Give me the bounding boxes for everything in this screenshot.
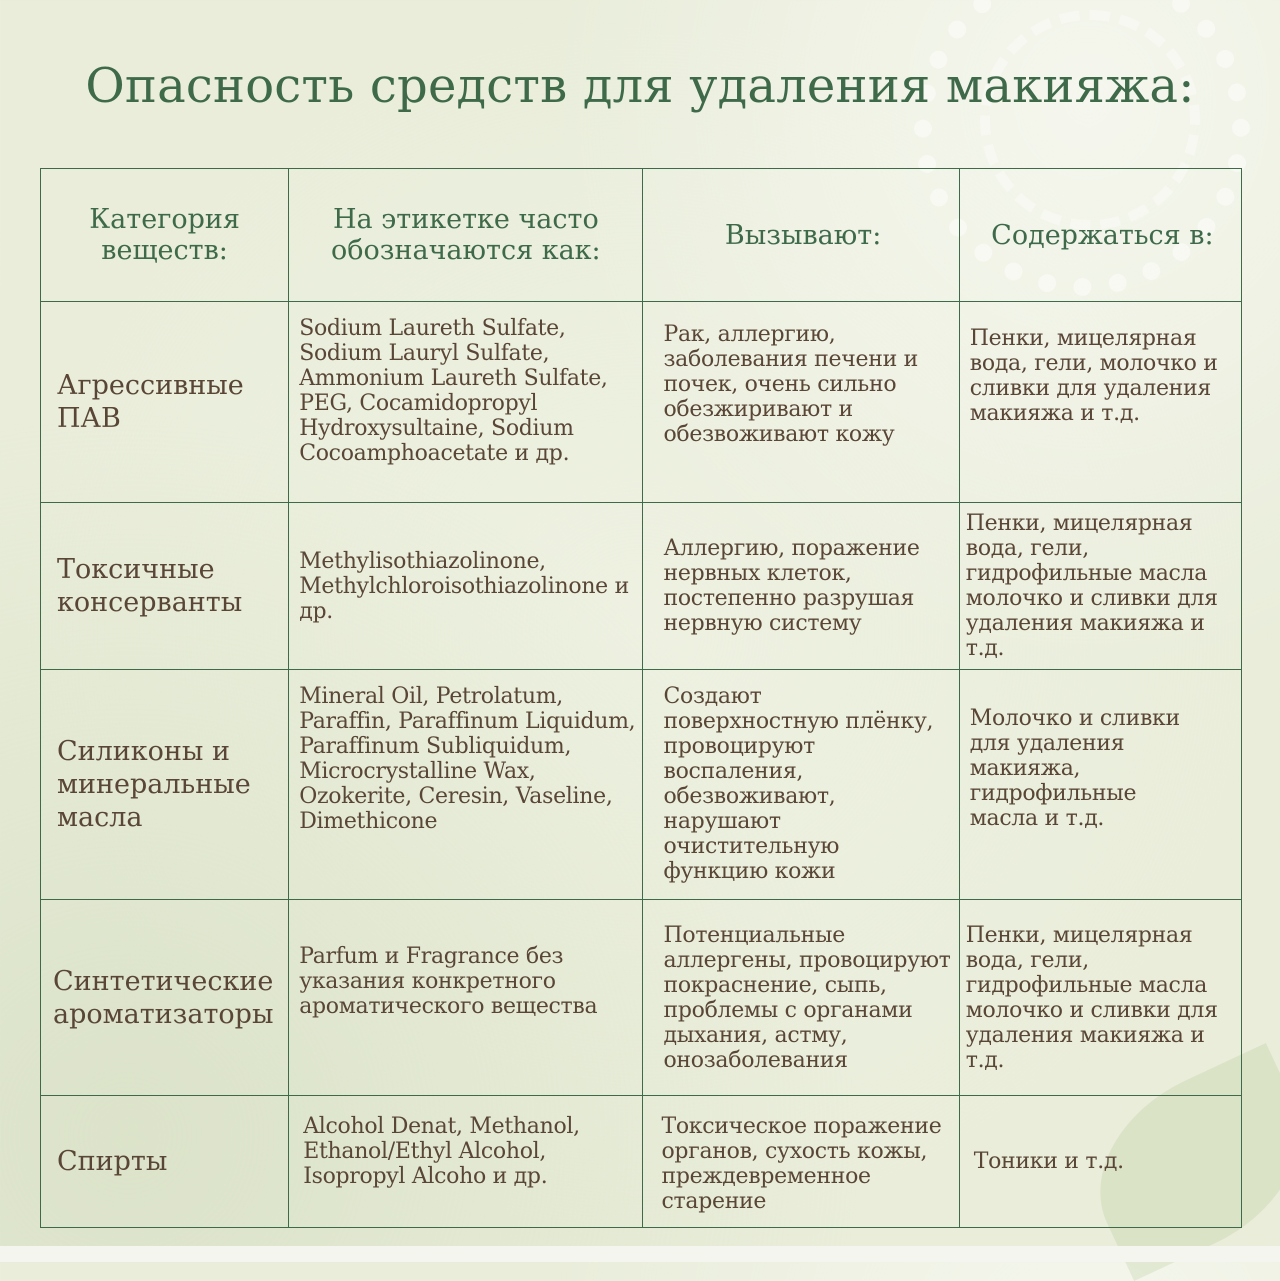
table-row	[41, 503, 1242, 670]
page-title: Опасность средств для удаления макияжа:	[85, 58, 1195, 114]
row-labels: Methylisothiazolinone, Methylchloroisothiazolinone и др.	[289, 503, 643, 670]
row-found-in: Пенки, мицелярная вода, гели, молочко и сливки для удаления макияжа и т.д.	[959, 302, 1241, 503]
row-category: Агрессивные ПАВ	[41, 302, 289, 503]
row-effects: Потенциальные аллергены, провоцируют покраснение, сыпь, проблемы с органами дыхания, астму, онозаболевания	[643, 900, 959, 1096]
header-category: Категория веществ:	[41, 169, 289, 302]
header-labels: На этикетке часто обозначаются как:	[289, 169, 643, 302]
row-labels: Parfum и Fragrance без указания конкретного ароматического вещества	[289, 900, 643, 1096]
table-header-row	[41, 169, 1242, 302]
header-found-in: Содержаться в:	[959, 169, 1241, 302]
row-effects: Токсическое поражение органов, сухость кожы, преждевременное старение	[643, 1096, 959, 1228]
row-effects: Рак, аллергию, заболевания печени и почек, очень сильно обезжиривают и обезвоживают кожу	[643, 302, 959, 503]
table-row	[41, 302, 1242, 503]
table-row	[41, 670, 1242, 900]
row-found-in: Тоники и т.д.	[959, 1096, 1241, 1228]
row-effects: Аллергию, поражение нервных клеток, постепенно разрушая нервную систему	[643, 503, 959, 670]
row-effects: Создают поверхностную плёнку, провоцируют воспаления, обезвоживают, нарушают очистительную функцию кожи	[643, 670, 959, 900]
row-category: Токсичные консерванты	[41, 503, 289, 670]
row-category: Синтетические ароматизаторы	[41, 900, 289, 1096]
row-category: Спирты	[41, 1096, 289, 1228]
hazards-table	[40, 168, 1242, 1228]
row-labels: Alcohol Denat, Methanol, Ethanol/Ethyl Alcohol, Isopropyl Alcoho и др.	[289, 1096, 643, 1228]
row-labels: Sodium Laureth Sulfate, Sodium Lauryl Sulfate, Ammonium Laureth Sulfate, PEG, Cocamidopropyl Hydroxysultaine, Sodium Cocoamphoacetate и др.	[289, 302, 643, 503]
row-found-in: Пенки, мицелярная вода, гели, гидрофильные масла молочко и сливки для удаления макияжа и т.д.	[959, 900, 1241, 1096]
header-effects: Вызывают:	[643, 169, 959, 302]
row-category: Силиконы и минеральные масла	[41, 670, 289, 900]
row-found-in: Молочко и сливки для удаления макияжа, гидрофильные масла и т.д.	[959, 670, 1241, 900]
table-row	[41, 900, 1242, 1096]
row-found-in: Пенки, мицелярная вода, гели, гидрофильные масла молочко и сливки для удаления макияжа и т.д.	[959, 503, 1241, 670]
table-row	[41, 1096, 1242, 1228]
row-labels: Mineral Oil, Petrolatum, Paraffin, Paraffinum Liquidum, Paraffinum Subliquidum, Microcrystalline Wax, Ozokerite, Ceresin, Vaseline, Dimethicone	[289, 670, 643, 900]
footer-band	[0, 1246, 1280, 1262]
